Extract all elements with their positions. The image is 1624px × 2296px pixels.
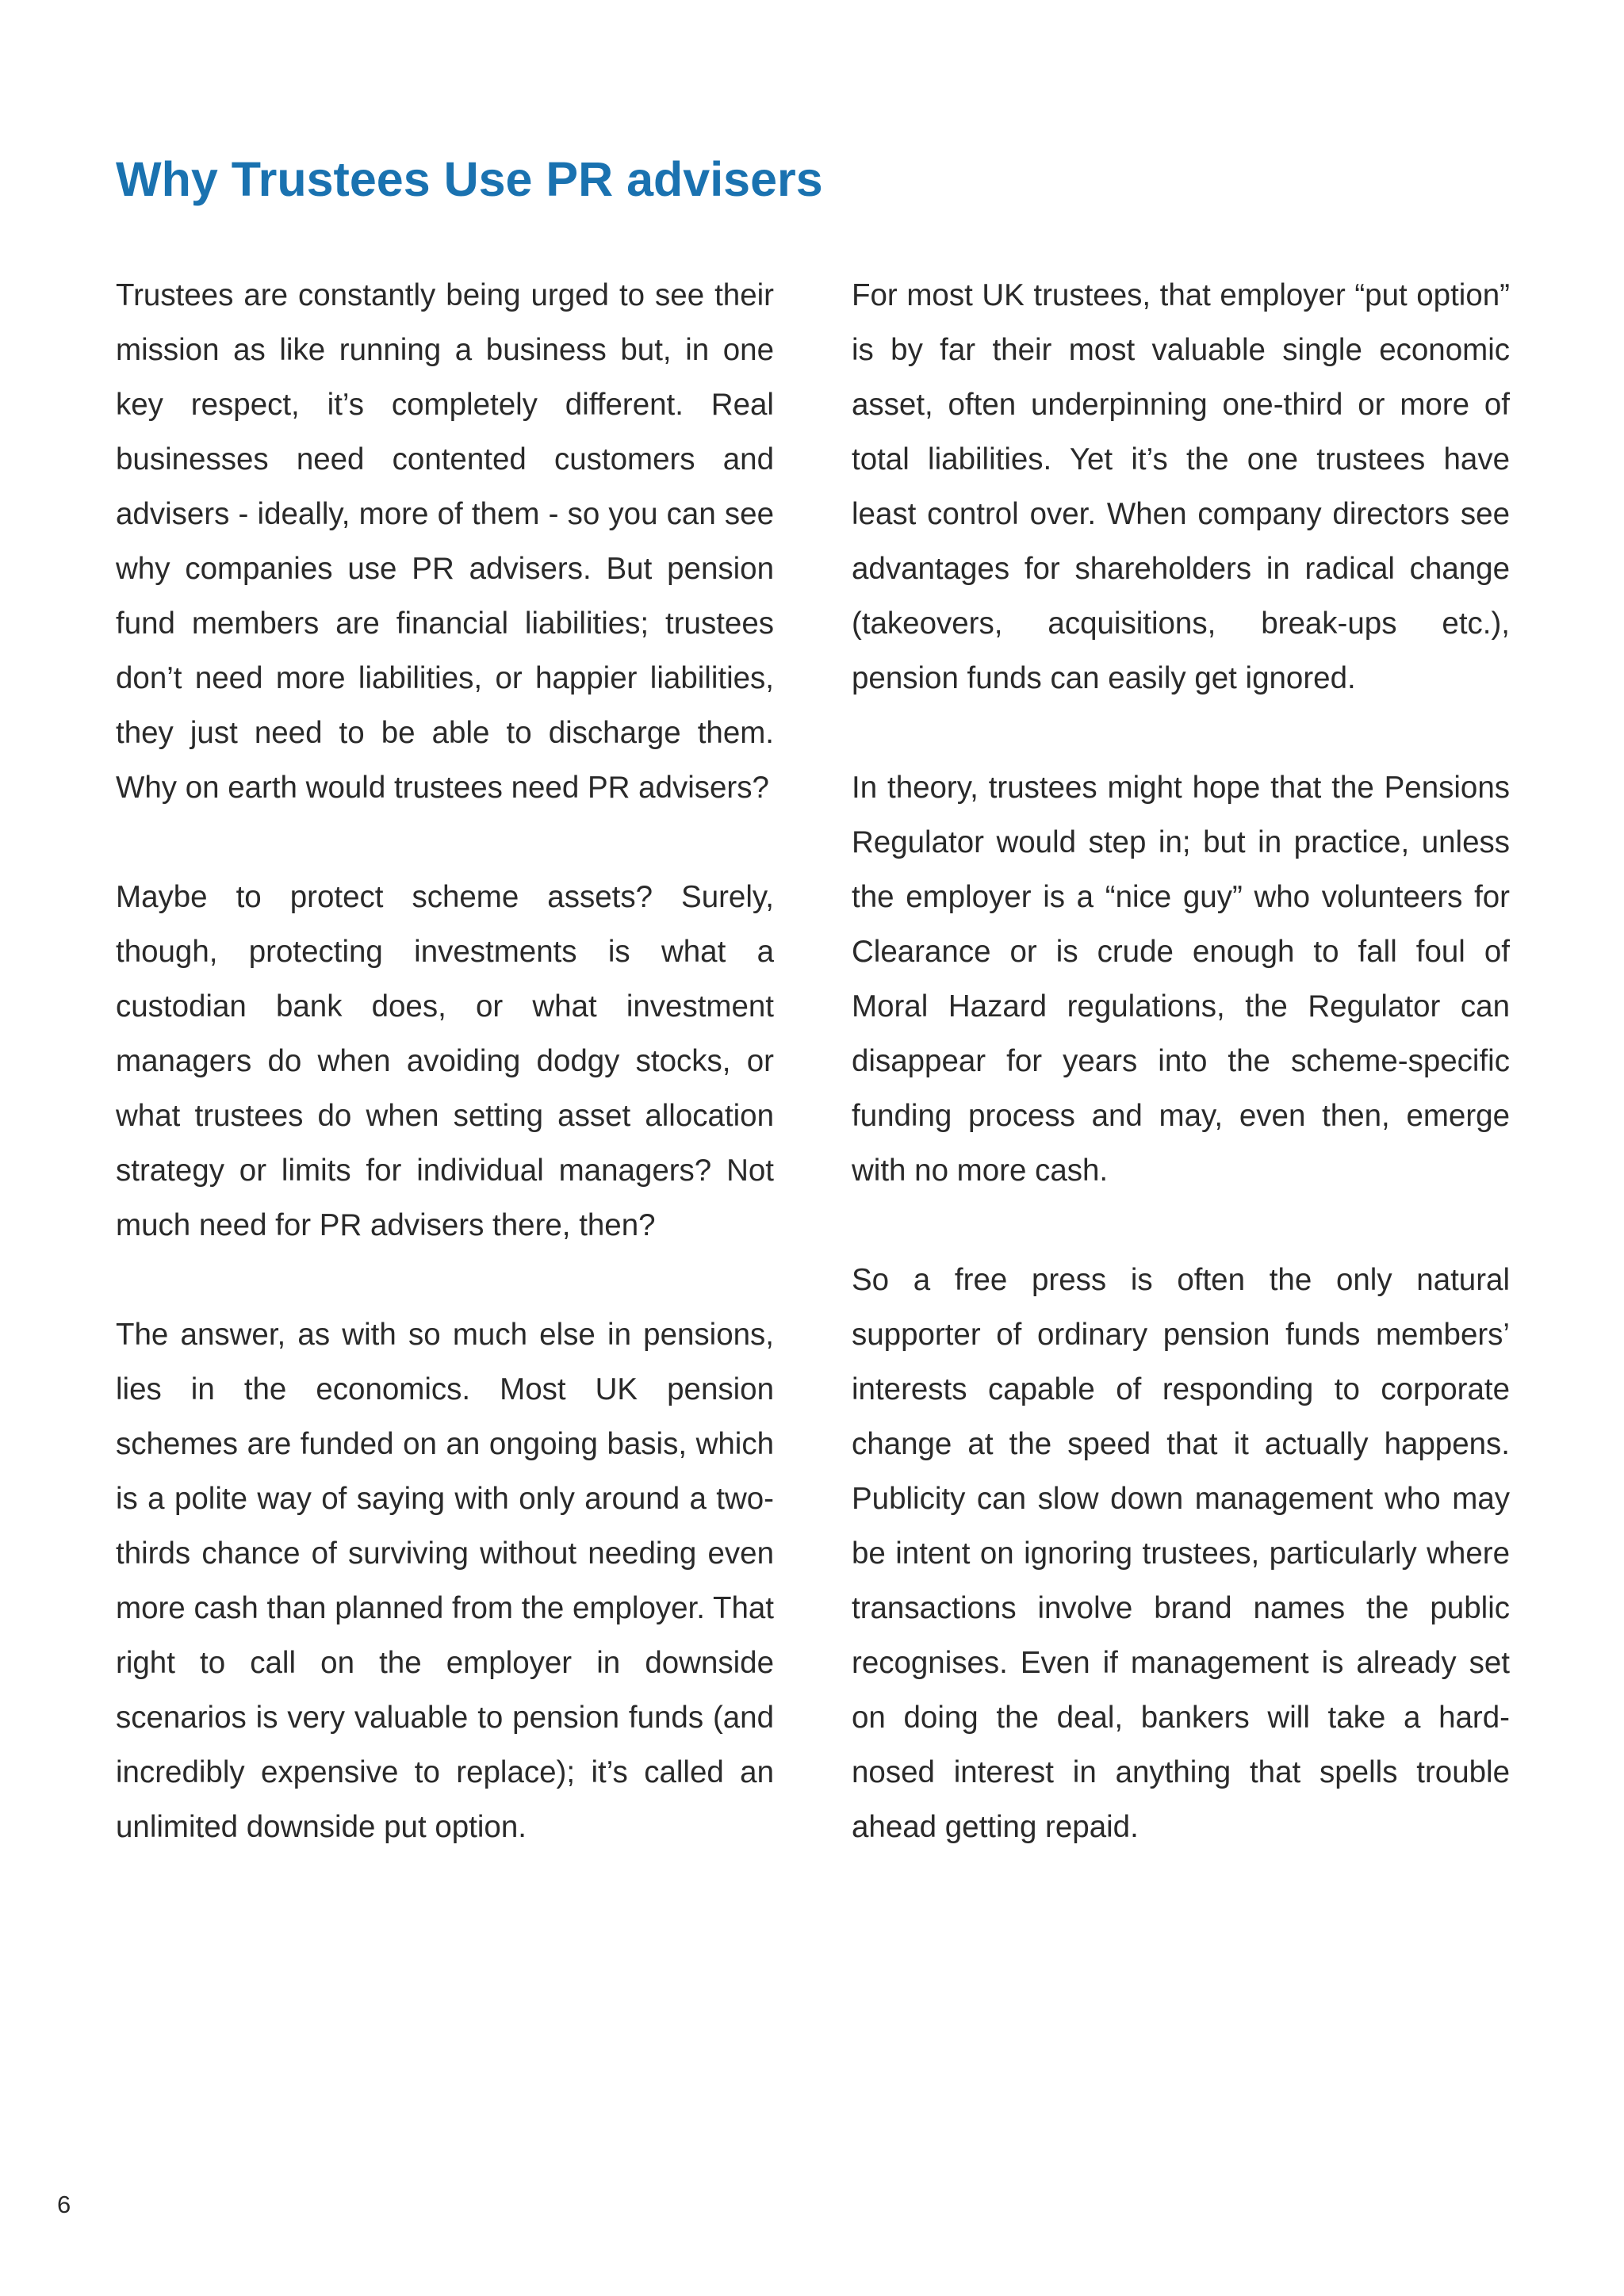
page-number: 6 [57, 2191, 71, 2218]
paragraph: In theory, trustees might hope that the Pensions Regulator would step in; but in practice, unless the employer is a “nice guy” who volunteers for Clearance or is crude enough to fall foul of Moral Hazard regulations, the Regulator can disappear for years into the scheme-specific funding process and may, even then, emerge with no more cash. [852, 771, 1510, 1188]
page-title: Why Trustees Use PR advisers [116, 152, 823, 206]
paragraph: The answer, as with so much else in pensions, lies in the economics. Most UK pension schemes are funded on an ongoing basis, which is a polite way of saying with only around a two-thirds chance of surviving without needing even more cash than planned from the employer. That right to call on the employer in downside scenarios is very valuable to pension funds (and incredibly expensive to replace); it’s called an unlimited downside put option. [116, 1318, 774, 1844]
left-column [116, 268, 774, 1854]
paragraph: So a free press is often the only natural supporter of ordinary pension funds members’ interests capable of responding to corporate change at the speed that it actually happens. Publicity can slow down management who may be intent on ignoring trustees, particularly where transactions involve brand names the public recognises. Even if management is already set on doing the deal, bankers will take a hard-nosed interest in anything that spells trouble ahead getting repaid. [852, 1263, 1510, 1844]
paragraph: Maybe to protect scheme assets? Surely, though, protecting investments is what a custodian bank does, or what investment managers do when avoiding dodgy stocks, or what trustees do when setting asset allocation strategy or limits for individual managers? Not much need for PR advisers there, then? [116, 880, 774, 1242]
paragraph: For most UK trustees, that employer “put option” is by far their most valuable single economic asset, often underpinning one-third or more of total liabilities. Yet it’s the one trustees have least control over. When company directors see advantages for shareholders in radical change (takeovers, acquisitions, break-ups etc.), pension funds can easily get ignored. [852, 278, 1510, 695]
right-column [852, 268, 1510, 1854]
paragraph: Trustees are constantly being urged to see their mission as like running a business but, in one key respect, it’s completely different. Real businesses need contented customers and advisers - ideally, more of them - so you can see why companies use PR advisers. But pension fund members are financial liabilities; trustees don’t need more liabilities, or happier liabilities, they just need to be able to discharge them. Why on earth would trustees need PR advisers? [116, 278, 774, 805]
